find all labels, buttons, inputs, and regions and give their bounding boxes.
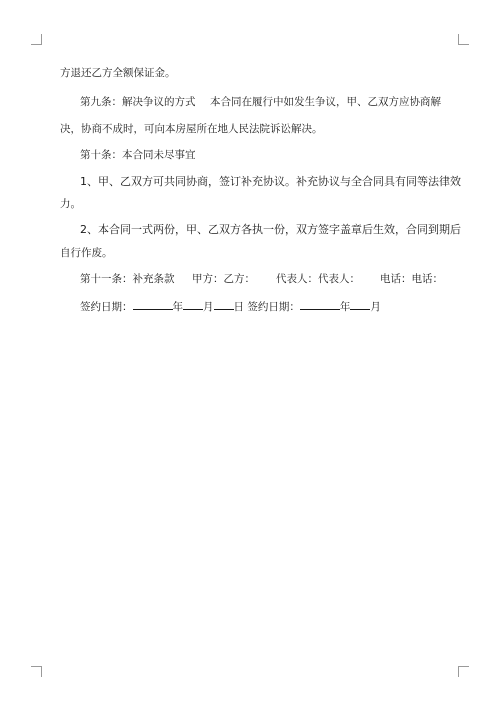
crop-mark-top-right <box>458 34 469 45</box>
month-blank-1 <box>183 298 203 310</box>
year-label-1: 年 <box>172 301 183 313</box>
month-blank-2 <box>350 298 370 310</box>
clause-1-text: 1、甲、乙双方可共同协商，签订补充协议。补充协议与全合同具有同等法律效 <box>80 175 461 188</box>
year-blank-2 <box>300 298 340 310</box>
party-labels: 甲方：乙方： <box>192 273 255 285</box>
signing-date-label-2: 签约日期： <box>247 301 300 313</box>
signing-date-line <box>80 298 381 314</box>
article-9-text: 本合同在履行中如发生争议，甲、乙双方应协商解 <box>210 96 441 108</box>
month-label-1: 月 <box>203 301 214 313</box>
day-label-1: 日 <box>233 301 244 313</box>
representative-labels: 代表人：代表人： <box>276 273 360 285</box>
article-11-heading: 第十一条：补充条款 <box>80 273 175 285</box>
crop-mark-bottom-left <box>31 666 42 677</box>
text-line-3: 决，协商不成时，可向本房屋所在地人民法院诉讼解决。 <box>60 123 323 135</box>
crop-mark-bottom-right <box>458 666 469 677</box>
year-blank-1 <box>133 298 173 310</box>
crop-mark-top-left <box>31 34 42 45</box>
year-label-2: 年 <box>339 301 351 313</box>
text-line-1: 方退还乙方全额保证金。 <box>60 67 176 79</box>
phone-labels: 电话：电话： <box>380 273 443 285</box>
article-9-heading: 第九条：解决争议的方式 <box>80 96 196 108</box>
clause-2-text: 2、本合同一式两份，甲、乙双方各执一份，双方签字盖章后生效，合同到期后 <box>80 223 461 236</box>
month-label-2: 月 <box>370 301 381 313</box>
clause-2-continuation: 自行作废。 <box>60 247 113 259</box>
clause-1-continuation: 力。 <box>60 198 81 210</box>
day-blank-1 <box>214 298 234 310</box>
article-10-heading: 第十条：本合同未尽事宜 <box>80 149 196 161</box>
signing-date-label-1: 签约日期： <box>80 301 133 313</box>
